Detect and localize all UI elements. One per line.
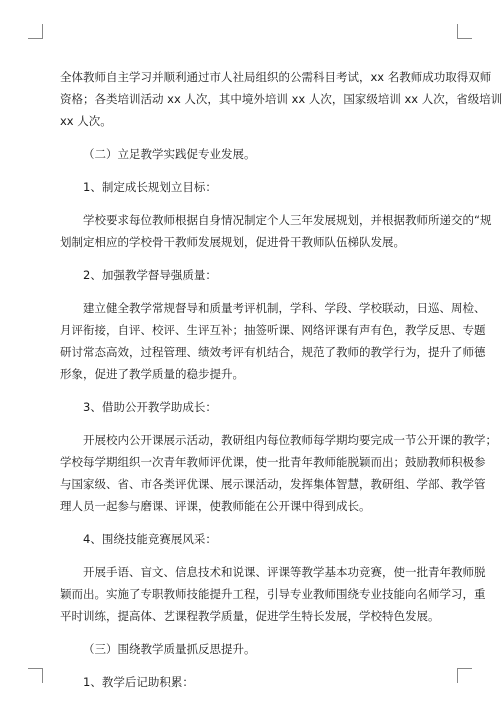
paragraph <box>60 561 486 627</box>
subsection-heading: 4、围绕技能竞赛展风采： <box>83 532 217 546</box>
text-line: 研讨常态高效，过程管理、绩效考评有机结合，规范了教师的教学行为，提升了师德 <box>60 345 486 359</box>
text-line: 学校要求每位教师根据自身情况制定个人三年发展规划，并根据教师所递交的“规 <box>83 213 492 227</box>
text-line: xx 人次。 <box>60 114 112 128</box>
paragraph <box>60 297 486 385</box>
text-line: 全体教师自主学习并顺利通过市人社局组织的公需科目考试，xx 名教师成功取得双师 <box>60 70 492 84</box>
text-line: 划制定相应的学校骨干教师发展规划，促进骨干教师队伍梯队发展。 <box>60 235 405 249</box>
text-line: 资格；各类培训活动 xx 人次，其中境外培训 xx 人次，国家级培训 xx 人次，省级培训 <box>60 92 502 106</box>
text-line: 形象，促进了教学质量的稳步提升。 <box>60 367 244 381</box>
text-line: 月评衔接，自评、校评、生评互补；抽签听课、网络评课有声有色，教学反思、专题 <box>60 323 486 337</box>
section-heading: （二）立足教学实践促专业发展。 <box>83 147 256 161</box>
paragraph <box>60 209 492 253</box>
text-line: 建立健全教学常规督导和质量考评机制，学科、学段、学校联动，日巡、周检、 <box>83 301 486 315</box>
text-line: 理人员一起参与磨课、评课，使教师能在公开课中得到成长。 <box>60 499 371 513</box>
text-line: 开展手语、盲文、信息技术和说课、评课等教学基本功竞赛，使一批青年教师脱 <box>83 565 486 579</box>
crop-mark-top-left <box>28 24 43 39</box>
crop-mark-bottom-left <box>28 668 43 683</box>
crop-mark-top-right <box>457 24 472 39</box>
paragraph-continuation <box>60 66 502 132</box>
subsection-heading: 2、加强教学督导强质量： <box>83 268 217 282</box>
paragraph <box>60 429 497 517</box>
text-line: 颖而出。实施了专职教师技能提升工程，引导专业教师围绕专业技能向名师学习，重 <box>60 587 486 601</box>
text-line: 开展校内公开课展示活动，教研组内每位教师每学期均要完成一节公开课的教学； <box>83 433 497 447</box>
document-body <box>60 66 502 693</box>
text-line: 与国家级、省、市各类评优课、展示课活动，发挥集体智慧，教研组、学部、教学管 <box>60 477 486 491</box>
text-line: 平时训练，提高体、艺课程教学质量，促进学生特长发展，学校特色发展。 <box>60 609 440 623</box>
subsection-heading: 1、制定成长规划立目标： <box>83 180 217 194</box>
crop-mark-bottom-right <box>457 668 472 683</box>
subsection-heading: 3、借助公开教学助成长： <box>83 400 217 414</box>
subsection-heading: 1、教学后记助积累： <box>83 675 194 689</box>
section-heading: （三）围绕教学质量抓反思提升。 <box>83 642 256 656</box>
text-line: 学校每学期组织一次青年教师评优课，使一批青年教师能脱颖而出；鼓励教师积极参 <box>60 455 486 469</box>
